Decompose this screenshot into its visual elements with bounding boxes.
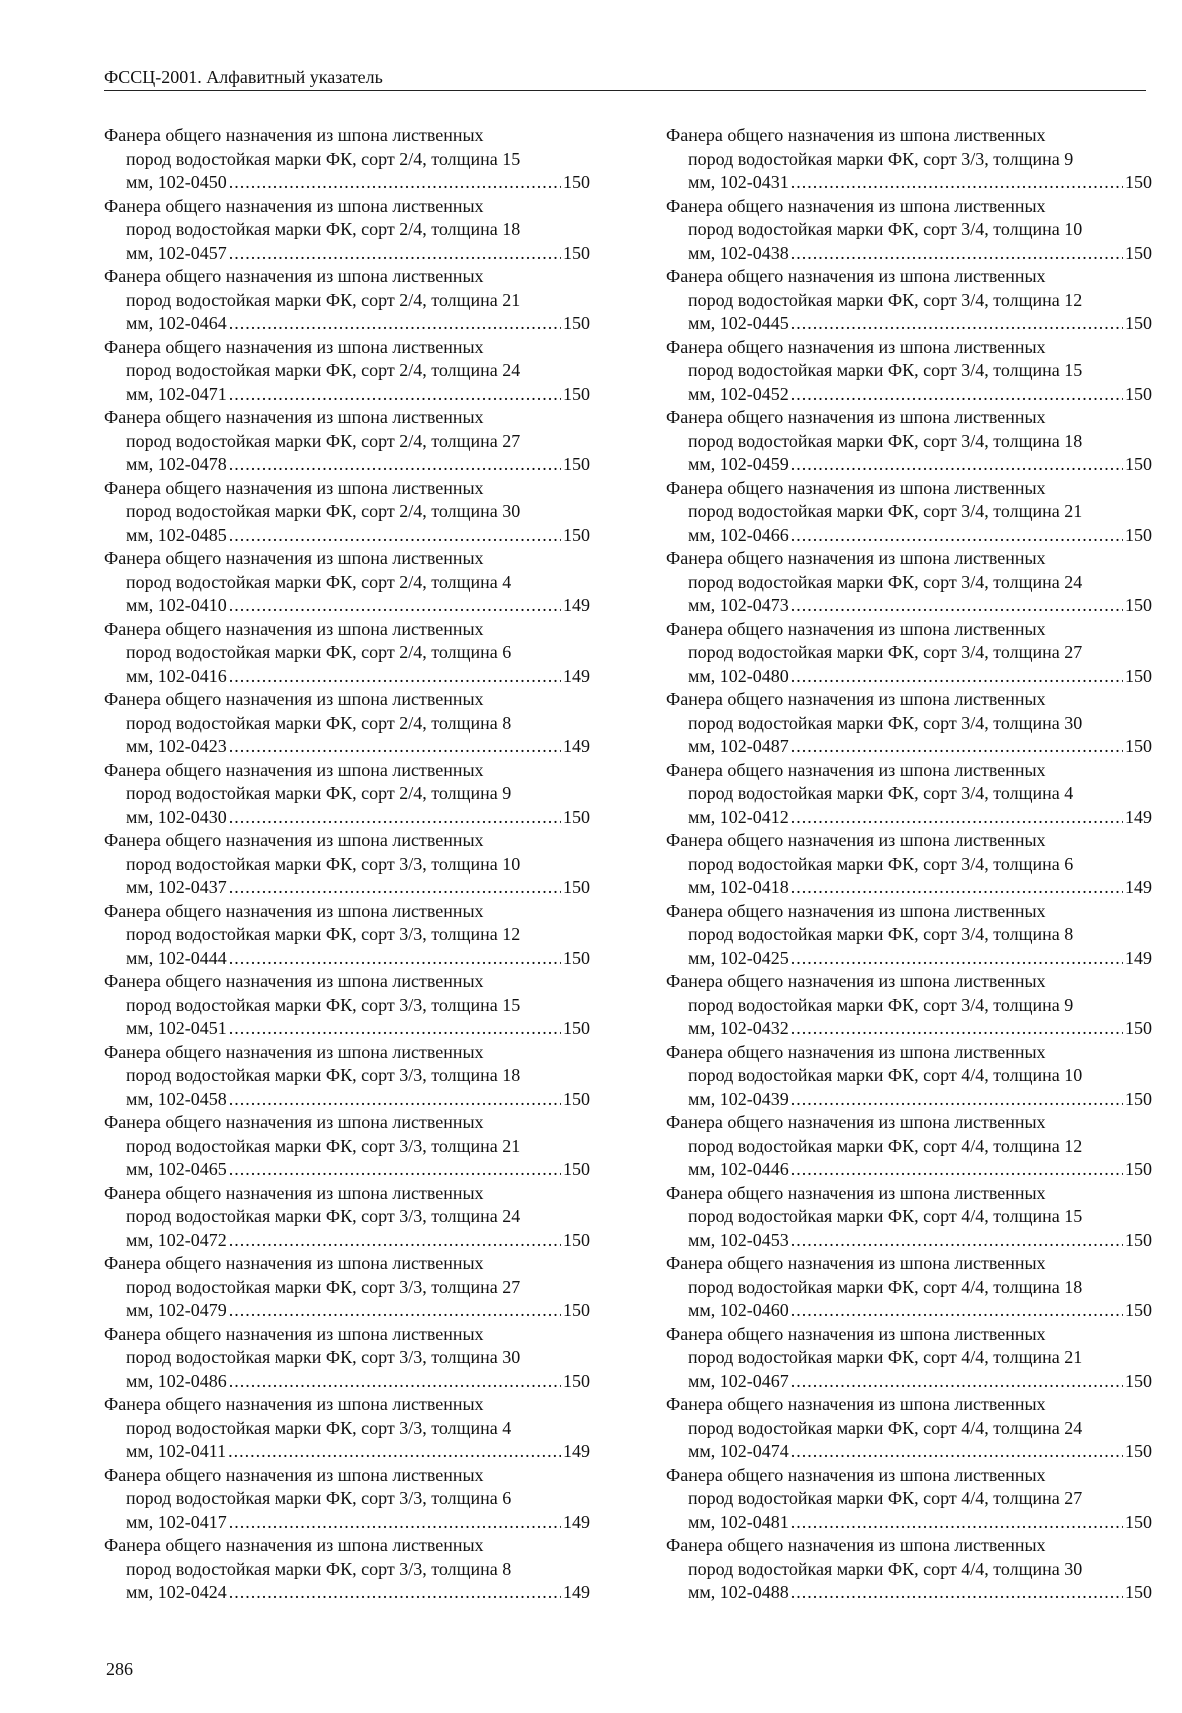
entry-description: пород водостойкая марки ФК, сорт 3/3, толщина 12 (126, 924, 521, 944)
dot-leader (791, 1158, 1123, 1182)
entry-code-line (104, 1581, 590, 1605)
dot-leader (229, 1088, 561, 1112)
entry-page-ref: 149 (563, 736, 590, 756)
index-entry (666, 1534, 1152, 1605)
dot-leader (791, 665, 1123, 689)
entry-description: пород водостойкая марки ФК, сорт 2/4, толщина 18 (126, 219, 521, 239)
dot-leader (791, 1299, 1123, 1323)
entry-title: Фанера общего назначения из шпона лиственных (666, 336, 1046, 357)
dot-leader (791, 1581, 1123, 1605)
entry-title: Фанера общего назначения из шпона лиственных (666, 1535, 1046, 1555)
entry-code: мм, 102-0471 (126, 383, 227, 404)
entry-code-line (104, 665, 590, 689)
dot-leader (229, 947, 561, 971)
entry-title: Фанера общего назначения из шпона лиственных (104, 1182, 484, 1203)
entry-description: пород водостойкая марки ФК, сорт 3/3, толщина 4 (126, 1417, 512, 1438)
entry-code: мм, 102-0485 (126, 524, 227, 545)
index-entry (104, 336, 590, 407)
entry-page-ref: 150 (1125, 1159, 1152, 1179)
entry-description: пород водостойкая марки ФК, сорт 2/4, толщина 8 (126, 712, 512, 733)
dot-leader (791, 594, 1123, 618)
entry-code-line (104, 242, 590, 266)
entry-code: мм, 102-0446 (688, 1159, 789, 1179)
entry-description: пород водостойкая марки ФК, сорт 3/3, толщина 10 (126, 853, 521, 874)
index-entry (666, 688, 1152, 759)
index-entry (666, 759, 1152, 830)
entry-description: пород водостойкая марки ФК, сорт 4/4, толщина 10 (688, 1065, 1083, 1085)
index-entry (104, 970, 590, 1041)
dot-leader (229, 383, 561, 407)
dot-leader (229, 665, 561, 689)
entry-code-line (666, 1088, 1152, 1112)
entry-title: Фанера общего назначения из шпона лиственных (104, 407, 484, 427)
entry-title: Фанера общего назначения из шпона лиственных (666, 759, 1046, 780)
entry-code: мм, 102-0410 (126, 595, 227, 615)
entry-description: пород водостойкая марки ФК, сорт 3/3, толщина 21 (126, 1135, 521, 1156)
entry-code-line (104, 594, 590, 618)
entry-code-line (104, 453, 590, 477)
entry-title: Фанера общего назначения из шпона лиственных (104, 1535, 484, 1555)
index-entry (666, 1252, 1152, 1323)
entry-code: мм, 102-0430 (126, 806, 227, 827)
index-entry (104, 1323, 590, 1394)
entry-description: пород водостойкая марки ФК, сорт 3/3, толщина 9 (688, 148, 1074, 169)
entry-page-ref: 150 (563, 877, 590, 897)
entry-page-ref: 150 (1125, 1441, 1152, 1461)
entry-description: пород водостойкая марки ФК, сорт 4/4, толщина 18 (688, 1276, 1083, 1297)
entry-code: мм, 102-0412 (688, 806, 789, 827)
entry-page-ref: 150 (563, 1370, 590, 1391)
index-entry (104, 618, 590, 689)
entry-description: пород водостойкая марки ФК, сорт 3/4, толщина 18 (688, 430, 1083, 451)
entry-code: мм, 102-0467 (688, 1370, 789, 1391)
entry-title: Фанера общего назначения из шпона лиственных (104, 1253, 484, 1273)
dot-leader (229, 594, 561, 618)
entry-title: Фанера общего назначения из шпона лиственных (104, 477, 484, 498)
index-entry (104, 406, 590, 477)
index-column-right (666, 124, 1152, 1605)
entry-description: пород водостойкая марки ФК, сорт 3/4, толщина 21 (688, 501, 1083, 521)
entry-code: мм, 102-0474 (688, 1441, 789, 1461)
index-entry (104, 1252, 590, 1323)
index-entry (104, 1182, 590, 1253)
entry-description: пород водостойкая марки ФК, сорт 2/4, толщина 30 (126, 501, 521, 521)
dot-leader (791, 1017, 1123, 1041)
entry-title: Фанера общего назначения из шпона лиственных (666, 689, 1046, 709)
entry-code: мм, 102-0458 (126, 1088, 227, 1109)
entry-description: пород водостойкая марки ФК, сорт 3/3, толщина 27 (126, 1276, 521, 1297)
entry-code-line (666, 1017, 1152, 1041)
index-entry (104, 1041, 590, 1112)
entry-code-line (666, 312, 1152, 336)
entry-code: мм, 102-0423 (126, 736, 227, 756)
entry-code-line (104, 1511, 590, 1535)
entry-code-line (666, 453, 1152, 477)
entry-code-line (666, 947, 1152, 971)
entry-page-ref: 150 (1125, 1229, 1152, 1250)
dot-leader (229, 1017, 561, 1041)
index-entry (666, 829, 1152, 900)
entry-page-ref: 150 (563, 947, 590, 968)
entry-code: мм, 102-0478 (126, 454, 227, 474)
dot-leader (791, 1088, 1123, 1112)
entry-page-ref: 150 (563, 524, 590, 545)
dot-leader (791, 1370, 1123, 1394)
entry-page-ref: 150 (1125, 1582, 1152, 1602)
dot-leader (229, 806, 561, 830)
entry-description: пород водостойкая марки ФК, сорт 4/4, толщина 24 (688, 1417, 1083, 1438)
entry-code-line (104, 1440, 590, 1464)
entry-description: пород водостойкая марки ФК, сорт 2/4, толщина 21 (126, 289, 521, 310)
entry-code-line (104, 735, 590, 759)
entry-title: Фанера общего назначения из шпона лиственных (104, 1464, 484, 1485)
entry-code: мм, 102-0445 (688, 313, 789, 333)
entry-code-line (104, 524, 590, 548)
entry-page-ref: 150 (563, 1088, 590, 1109)
dot-leader (791, 453, 1123, 477)
index-column-left (104, 124, 590, 1605)
dot-leader (229, 524, 561, 548)
entry-code: мм, 102-0486 (126, 1370, 227, 1391)
entry-title: Фанера общего назначения из шпона лиственных (104, 336, 484, 357)
entry-code-line (104, 1088, 590, 1112)
entry-description: пород водостойкая марки ФК, сорт 3/4, толщина 8 (688, 924, 1074, 944)
index-entry (666, 1393, 1152, 1464)
entry-title: Фанера общего назначения из шпона лиственных (666, 1394, 1046, 1414)
index-entry (666, 336, 1152, 407)
entry-title: Фанера общего назначения из шпона лиственных (666, 125, 1046, 145)
entry-description: пород водостойкая марки ФК, сорт 3/3, толщина 30 (126, 1347, 521, 1367)
entry-code: мм, 102-0464 (126, 313, 227, 333)
entry-description: пород водостойкая марки ФК, сорт 3/4, толщина 10 (688, 219, 1083, 239)
entry-code-line (666, 383, 1152, 407)
entry-code-line (104, 947, 590, 971)
entry-title: Фанера общего назначения из шпона лиственных (666, 266, 1046, 286)
entry-page-ref: 150 (563, 242, 590, 263)
dot-leader (229, 1370, 561, 1394)
entry-page-ref: 150 (1125, 242, 1152, 263)
dot-leader (791, 171, 1123, 195)
entry-code-line (104, 1017, 590, 1041)
index-entry (104, 477, 590, 548)
entry-description: пород водостойкая марки ФК, сорт 4/4, толщина 15 (688, 1206, 1083, 1226)
entry-description: пород водостойкая марки ФК, сорт 3/4, толщина 9 (688, 994, 1074, 1015)
entry-title: Фанера общего назначения из шпона лиственных (104, 618, 484, 639)
entry-page-ref: 150 (563, 1300, 590, 1320)
entry-code-line (666, 876, 1152, 900)
entry-page-ref: 150 (1125, 172, 1152, 192)
page-number: 286 (106, 1659, 133, 1679)
entry-title: Фанера общего назначения из шпона лиственных (666, 1323, 1046, 1344)
entry-title: Фанера общего назначения из шпона лиственных (104, 125, 484, 145)
index-entry (666, 195, 1152, 266)
entry-code: мм, 102-0425 (688, 947, 789, 968)
entry-code: мм, 102-0473 (688, 595, 789, 615)
entry-page-ref: 150 (1125, 1300, 1152, 1320)
dot-leader (791, 312, 1123, 336)
dot-leader (229, 171, 561, 195)
entry-code-line (104, 1158, 590, 1182)
entry-title: Фанера общего назначения из шпона лиственных (104, 1112, 484, 1132)
dot-leader (229, 1158, 561, 1182)
index-entry (104, 547, 590, 618)
dot-leader (228, 1440, 561, 1464)
entry-code-line (104, 806, 590, 830)
entry-code: мм, 102-0416 (126, 665, 227, 686)
entry-code-line (666, 1440, 1152, 1464)
entry-code: мм, 102-0431 (688, 172, 789, 192)
entry-code-line (666, 735, 1152, 759)
index-entry (666, 1111, 1152, 1182)
entry-description: пород водостойкая марки ФК, сорт 3/3, толщина 24 (126, 1206, 521, 1226)
dot-leader (791, 1229, 1123, 1253)
entry-code-line (666, 806, 1152, 830)
entry-code: мм, 102-0438 (688, 242, 789, 263)
dot-leader (791, 735, 1123, 759)
entry-page-ref: 150 (1125, 736, 1152, 756)
entry-title: Фанера общего назначения из шпона лиственных (666, 195, 1046, 216)
dot-leader (791, 806, 1123, 830)
entry-page-ref: 150 (1125, 383, 1152, 404)
entry-title: Фанера общего назначения из шпона лиственных (104, 971, 484, 991)
dot-leader (791, 242, 1123, 266)
entry-title: Фанера общего назначения из шпона лиственных (666, 548, 1046, 568)
index-entry (666, 265, 1152, 336)
dot-leader (229, 242, 561, 266)
entry-title: Фанера общего назначения из шпона лиственных (666, 1041, 1046, 1062)
dot-leader (229, 1299, 561, 1323)
index-entry (666, 1464, 1152, 1535)
entry-page-ref: 149 (563, 665, 590, 686)
header-title: ФССЦ-2001. Алфавитный указатель (104, 67, 383, 87)
entry-code-line (666, 594, 1152, 618)
entry-title: Фанера общего назначения из шпона лиственных (666, 830, 1046, 850)
entry-description: пород водостойкая марки ФК, сорт 4/4, толщина 30 (688, 1558, 1083, 1579)
entry-code-line (666, 1511, 1152, 1535)
entry-code: мм, 102-0439 (688, 1088, 789, 1109)
entry-description: пород водостойкая марки ФК, сорт 3/4, толщина 27 (688, 642, 1083, 662)
index-entry (666, 406, 1152, 477)
entry-page-ref: 149 (1125, 877, 1152, 897)
entry-title: Фанера общего назначения из шпона лиственных (666, 1182, 1046, 1203)
entry-title: Фанера общего назначения из шпона лиственных (666, 900, 1046, 921)
entry-code: мм, 102-0452 (688, 383, 789, 404)
entry-code-line (104, 383, 590, 407)
index-entry (666, 618, 1152, 689)
entry-page-ref: 149 (563, 1582, 590, 1602)
index-entry (104, 759, 590, 830)
entry-description: пород водостойкая марки ФК, сорт 3/3, толщина 15 (126, 994, 521, 1015)
entry-page-ref: 150 (563, 383, 590, 404)
entry-code-line (104, 171, 590, 195)
index-entry (104, 688, 590, 759)
entry-page-ref: 150 (563, 172, 590, 192)
entry-code-line (666, 1581, 1152, 1605)
entry-description: пород водостойкая марки ФК, сорт 2/4, толщина 4 (126, 571, 512, 592)
entry-code: мм, 102-0465 (126, 1159, 227, 1179)
entry-code: мм, 102-0450 (126, 172, 227, 192)
entry-description: пород водостойкая марки ФК, сорт 4/4, толщина 12 (688, 1135, 1083, 1156)
entry-description: пород водостойкая марки ФК, сорт 3/4, толщина 4 (688, 783, 1074, 803)
index-entry (104, 1393, 590, 1464)
index-entry (666, 547, 1152, 618)
index-entry (104, 195, 590, 266)
entry-description: пород водостойкая марки ФК, сорт 3/4, толщина 6 (688, 853, 1074, 874)
dot-leader (791, 1511, 1123, 1535)
dot-leader (791, 383, 1123, 407)
entry-page-ref: 150 (563, 1229, 590, 1250)
entry-page-ref: 150 (563, 1018, 590, 1038)
entry-title: Фанера общего назначения из шпона лиственных (104, 1041, 484, 1062)
dot-leader (229, 735, 561, 759)
entry-description: пород водостойкая марки ФК, сорт 2/4, толщина 24 (126, 360, 521, 380)
entry-page-ref: 149 (563, 595, 590, 615)
entry-code: мм, 102-0453 (688, 1229, 789, 1250)
entry-title: Фанера общего назначения из шпона лиственных (666, 1112, 1046, 1132)
entry-title: Фанера общего назначения из шпона лиственных (666, 1253, 1046, 1273)
dot-leader (791, 876, 1123, 900)
entry-code: мм, 102-0457 (126, 242, 227, 263)
entry-page-ref: 150 (1125, 665, 1152, 686)
dot-leader (229, 453, 561, 477)
entry-code-line (666, 1370, 1152, 1394)
index-entry (104, 1464, 590, 1535)
entry-description: пород водостойкая марки ФК, сорт 3/4, толщина 12 (688, 289, 1083, 310)
entry-page-ref: 150 (1125, 1511, 1152, 1532)
entry-description: пород водостойкая марки ФК, сорт 4/4, толщина 27 (688, 1488, 1083, 1508)
entry-description: пород водостойкая марки ФК, сорт 2/4, толщина 9 (126, 783, 512, 803)
dot-leader (791, 524, 1123, 548)
entry-title: Фанера общего назначения из шпона лиственных (666, 618, 1046, 639)
entry-title: Фанера общего назначения из шпона лиственных (104, 830, 484, 850)
entry-title: Фанера общего назначения из шпона лиственных (666, 477, 1046, 498)
entry-code: мм, 102-0479 (126, 1300, 227, 1320)
dot-leader (229, 876, 561, 900)
index-entry (104, 1111, 590, 1182)
entry-description: пород водостойкая марки ФК, сорт 2/4, толщина 27 (126, 430, 521, 451)
entry-page-ref: 150 (563, 1159, 590, 1179)
entry-code-line (104, 312, 590, 336)
entry-description: пород водостойкая марки ФК, сорт 3/3, толщина 8 (126, 1558, 512, 1579)
entry-code: мм, 102-0417 (126, 1511, 227, 1532)
index-entry (666, 1182, 1152, 1253)
entry-title: Фанера общего назначения из шпона лиственных (104, 1394, 484, 1414)
entry-description: пород водостойкая марки ФК, сорт 3/4, толщина 15 (688, 360, 1083, 380)
dot-leader (791, 1440, 1123, 1464)
entry-title: Фанера общего назначения из шпона лиственных (104, 266, 484, 286)
entry-title: Фанера общего назначения из шпона лиственных (104, 1323, 484, 1344)
entry-code: мм, 102-0487 (688, 736, 789, 756)
entry-code-line (666, 1229, 1152, 1253)
entry-page-ref: 149 (1125, 947, 1152, 968)
entry-page-ref: 149 (563, 1511, 590, 1532)
entry-code: мм, 102-0460 (688, 1300, 789, 1320)
entry-title: Фанера общего назначения из шпона лиственных (104, 900, 484, 921)
entry-title: Фанера общего назначения из шпона лиственных (104, 195, 484, 216)
entry-page-ref: 150 (1125, 1370, 1152, 1391)
entry-code-line (104, 1370, 590, 1394)
entry-description: пород водостойкая марки ФК, сорт 4/4, толщина 21 (688, 1347, 1083, 1367)
dot-leader (229, 312, 561, 336)
entry-code: мм, 102-0418 (688, 877, 789, 897)
entry-code: мм, 102-0472 (126, 1229, 227, 1250)
dot-leader (791, 947, 1123, 971)
entry-code-line (104, 876, 590, 900)
entry-page-ref: 150 (1125, 313, 1152, 333)
entry-code-line (666, 524, 1152, 548)
dot-leader (229, 1229, 561, 1253)
entry-description: пород водостойкая марки ФК, сорт 3/3, толщина 18 (126, 1065, 521, 1085)
entry-code: мм, 102-0424 (126, 1582, 227, 1602)
entry-code: мм, 102-0437 (126, 877, 227, 897)
entry-description: пород водостойкая марки ФК, сорт 3/4, толщина 30 (688, 712, 1083, 733)
entry-code-line (666, 1158, 1152, 1182)
entry-code: мм, 102-0432 (688, 1018, 789, 1038)
entry-code-line (666, 665, 1152, 689)
entry-description: пород водостойкая марки ФК, сорт 2/4, толщина 6 (126, 642, 512, 662)
index-entry (666, 900, 1152, 971)
entry-code: мм, 102-0451 (126, 1018, 227, 1038)
entry-page-ref: 149 (563, 1441, 590, 1461)
index-entry (666, 124, 1152, 195)
entry-page-ref: 150 (563, 806, 590, 827)
entry-code-line (666, 171, 1152, 195)
entry-code: мм, 102-0481 (688, 1511, 789, 1532)
entry-description: пород водостойкая марки ФК, сорт 2/4, толщина 15 (126, 148, 521, 169)
entry-title: Фанера общего назначения из шпона лиственных (666, 407, 1046, 427)
entry-code-line (104, 1229, 590, 1253)
entry-page-ref: 150 (1125, 1018, 1152, 1038)
dot-leader (229, 1581, 561, 1605)
entry-description: пород водостойкая марки ФК, сорт 3/4, толщина 24 (688, 571, 1083, 592)
entry-page-ref: 150 (1125, 524, 1152, 545)
entry-code: мм, 102-0488 (688, 1582, 789, 1602)
running-header (104, 64, 1146, 91)
entry-title: Фанера общего назначения из шпона лиственных (104, 548, 484, 568)
entry-page-ref: 150 (563, 454, 590, 474)
index-entry (666, 1323, 1152, 1394)
entry-code: мм, 102-0411 (126, 1441, 227, 1461)
index-entry (104, 265, 590, 336)
entry-description: пород водостойкая марки ФК, сорт 3/3, толщина 6 (126, 1488, 512, 1508)
entry-code: мм, 102-0480 (688, 665, 789, 686)
entry-title: Фанера общего назначения из шпона лиственных (666, 971, 1046, 991)
index-entry (104, 829, 590, 900)
entry-code: мм, 102-0459 (688, 454, 789, 474)
index-entry (666, 970, 1152, 1041)
entry-page-ref: 150 (1125, 595, 1152, 615)
entry-page-ref: 150 (1125, 454, 1152, 474)
index-entry (104, 900, 590, 971)
entry-title: Фанера общего назначения из шпона лиственных (666, 1464, 1046, 1485)
entry-code: мм, 102-0466 (688, 524, 789, 545)
entry-code: мм, 102-0444 (126, 947, 227, 968)
entry-page-ref: 150 (1125, 1088, 1152, 1109)
entry-title: Фанера общего назначения из шпона лиственных (104, 759, 484, 780)
index-entry (104, 1534, 590, 1605)
entry-code-line (666, 242, 1152, 266)
entry-page-ref: 149 (1125, 806, 1152, 827)
dot-leader (229, 1511, 561, 1535)
index-entry (666, 1041, 1152, 1112)
index-entry (104, 124, 590, 195)
index-entry (666, 477, 1152, 548)
entry-page-ref: 150 (563, 313, 590, 333)
entry-code-line (104, 1299, 590, 1323)
entry-title: Фанера общего назначения из шпона лиственных (104, 689, 484, 709)
entry-code-line (666, 1299, 1152, 1323)
